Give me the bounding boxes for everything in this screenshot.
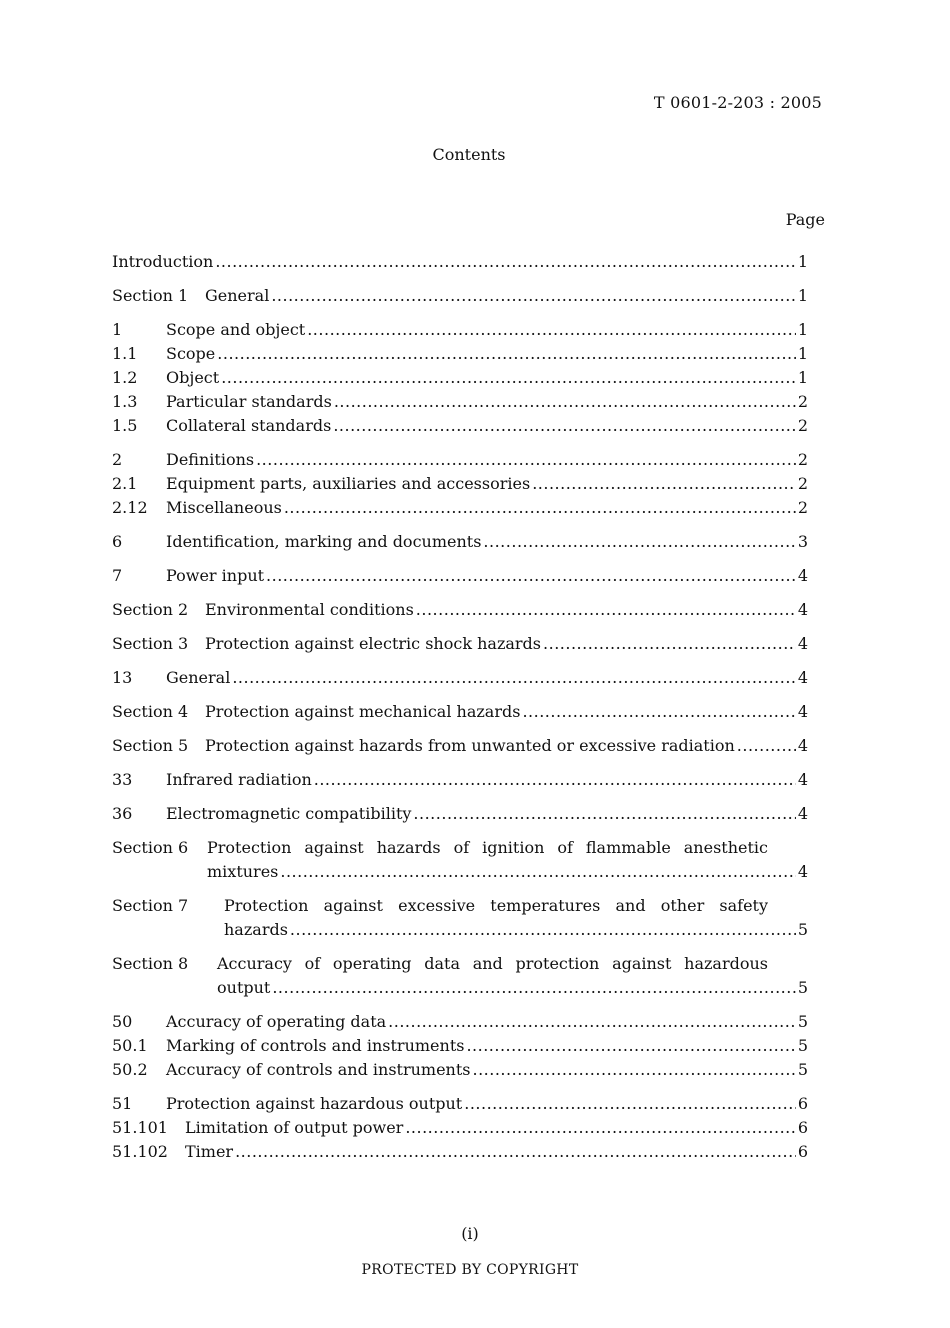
- toc-entry[interactable]: [112, 860, 808, 884]
- toc-entry[interactable]: [112, 472, 808, 496]
- toc-entry-page: 4: [797, 600, 808, 619]
- toc-entry-page: 1: [797, 368, 808, 387]
- toc-entry[interactable]: [112, 598, 808, 622]
- toc-entry-title: Environmental conditions: [205, 600, 414, 619]
- toc-group: [112, 448, 808, 520]
- toc-entry-number: Section 4: [112, 702, 189, 721]
- toc-entry-number: Section 2: [112, 600, 189, 619]
- dot-leader: [284, 496, 796, 520]
- toc-entry-page: 2: [797, 392, 808, 411]
- toc-entry[interactable]: [112, 836, 808, 860]
- page-title: Contents: [432, 145, 506, 164]
- toc-group: [112, 530, 808, 554]
- toc-entry-number: 51.102: [112, 1142, 168, 1161]
- toc-entry-page: 4: [797, 668, 808, 687]
- toc-entry-page: 1: [797, 286, 808, 305]
- toc-entry[interactable]: [112, 1058, 808, 1082]
- toc-entry[interactable]: [112, 530, 808, 554]
- toc-entry[interactable]: [112, 1116, 808, 1140]
- toc-entry-number: 51.101: [112, 1118, 168, 1137]
- toc-entry-title: Protection against excessive temperatures and other safety: [224, 896, 768, 915]
- toc-entry[interactable]: [112, 1034, 808, 1058]
- toc-entry[interactable]: [112, 414, 808, 438]
- toc-entry-title: Identification, marking and documents: [166, 532, 482, 551]
- dot-leader: [416, 598, 796, 622]
- toc-group: [112, 284, 808, 308]
- toc-entry-page: 5: [797, 1060, 808, 1079]
- dot-leader: [266, 564, 796, 588]
- dot-leader: [221, 366, 796, 390]
- toc-entry-number: Section 5: [112, 736, 189, 755]
- toc-entry-page: 5: [797, 978, 808, 997]
- dot-leader: [215, 250, 795, 274]
- toc-entry-number: Section 1: [112, 286, 189, 305]
- toc-entry[interactable]: [112, 1140, 808, 1164]
- toc-group: [112, 318, 808, 438]
- dot-leader: [483, 530, 795, 554]
- toc-entry[interactable]: [112, 390, 808, 414]
- toc-entry-number: 2.1: [112, 474, 138, 493]
- toc-entry-page: 5: [797, 1036, 808, 1055]
- toc-entry-number: 1.1: [112, 344, 138, 363]
- toc-entry[interactable]: [112, 952, 808, 976]
- toc-group: [112, 802, 808, 826]
- toc-entry-title: Equipment parts, auxiliaries and accessories: [166, 474, 531, 493]
- toc-entry-number: 1.2: [112, 368, 138, 387]
- toc-entry-page: 2: [797, 416, 808, 435]
- toc-entry-page: 2: [797, 498, 808, 517]
- toc-entry[interactable]: [112, 250, 808, 274]
- toc-group: [112, 700, 808, 724]
- dot-leader: [217, 342, 796, 366]
- toc-entry-title: Accuracy of operating data and protection against hazardous: [217, 954, 768, 973]
- toc-entry-page: 4: [797, 634, 808, 653]
- toc-group: [112, 250, 808, 274]
- toc-group: [112, 734, 808, 758]
- toc-entry-title: Accuracy of controls and instruments: [166, 1060, 471, 1079]
- toc-entry-number: 36: [112, 804, 133, 823]
- toc-entry-page: 2: [797, 474, 808, 493]
- dot-leader: [271, 284, 795, 308]
- toc-entry[interactable]: [112, 366, 808, 390]
- toc-entry-page: 6: [797, 1142, 808, 1161]
- toc-entry-title: General: [166, 668, 231, 687]
- toc-group: [112, 894, 808, 942]
- toc-entry[interactable]: [112, 734, 808, 758]
- toc-entry-title: Particular standards: [166, 392, 332, 411]
- toc-entry-page: 6: [797, 1118, 808, 1137]
- toc-entry-title: Protection against hazards from unwanted or excessive radiation: [205, 736, 735, 755]
- toc-entry-page: 4: [797, 770, 808, 789]
- toc-group: [112, 1010, 808, 1082]
- toc-entry-number: 1: [112, 320, 123, 339]
- toc-entry[interactable]: [112, 1092, 808, 1116]
- toc-entry-number: 50.1: [112, 1036, 148, 1055]
- toc-entry-title: Protection against hazardous output: [166, 1094, 463, 1113]
- toc-entry-title: General: [205, 286, 270, 305]
- toc-group: [112, 1092, 808, 1164]
- toc-entry[interactable]: [112, 318, 808, 342]
- toc-entry[interactable]: [112, 700, 808, 724]
- toc-entry-number: 7: [112, 566, 123, 585]
- toc-entry[interactable]: [112, 894, 808, 918]
- toc-entry-title: Power input: [166, 566, 265, 585]
- toc-entry[interactable]: [112, 666, 808, 690]
- toc-group: [112, 768, 808, 792]
- toc-entry-page: 1: [797, 252, 808, 271]
- toc-entry-number: 2.12: [112, 498, 148, 517]
- toc-entry-title: Miscellaneous: [166, 498, 282, 517]
- toc-entry-number: 51: [112, 1094, 133, 1113]
- dot-leader: [466, 1034, 795, 1058]
- toc-entry-page: 6: [797, 1094, 808, 1113]
- dot-leader: [314, 768, 796, 792]
- toc-entry-page: 3: [797, 532, 808, 551]
- toc-entry-title: Scope: [166, 344, 216, 363]
- toc-entry-title: Marking of controls and instruments: [166, 1036, 465, 1055]
- dot-leader: [272, 976, 795, 1000]
- toc-entry-title: Collateral standards: [166, 416, 332, 435]
- toc-entry-title: Accuracy of operating data: [166, 1012, 387, 1031]
- toc-group: [112, 598, 808, 622]
- toc-entry-number: 2: [112, 450, 123, 469]
- toc-group: [112, 666, 808, 690]
- toc-entry-page: 4: [797, 736, 808, 755]
- toc-entry-number: Section 7: [112, 896, 189, 915]
- toc-entry-title: Definitions: [166, 450, 255, 469]
- toc-entry[interactable]: [112, 802, 808, 826]
- toc-entry-title: hazards: [224, 920, 288, 939]
- toc-entry[interactable]: [112, 496, 808, 520]
- toc-entry-title: Infrared radiation: [166, 770, 312, 789]
- toc-entry-title: mixtures: [207, 862, 279, 881]
- toc-entry[interactable]: [112, 976, 808, 1000]
- page-column-label: Page: [785, 210, 825, 229]
- toc-entry[interactable]: [112, 1010, 808, 1034]
- toc-entry-page: 4: [797, 804, 808, 823]
- toc-entry-number: 13: [112, 668, 133, 687]
- dot-leader: [464, 1092, 796, 1116]
- dot-leader: [737, 734, 796, 758]
- dot-leader: [388, 1010, 796, 1034]
- toc-entry-title: Introduction: [112, 252, 214, 271]
- toc-entry-title: Protection against electric shock hazards: [205, 634, 542, 653]
- toc-entry[interactable]: [112, 564, 808, 588]
- toc-entry-page: 4: [797, 702, 808, 721]
- dot-leader: [232, 666, 795, 690]
- dot-leader: [307, 318, 796, 342]
- toc-entry[interactable]: [112, 768, 808, 792]
- toc-entry-number: 6: [112, 532, 123, 551]
- dot-leader: [405, 1116, 795, 1140]
- toc-group: [112, 632, 808, 656]
- toc-entry-title: Object: [166, 368, 220, 387]
- table-of-contents: [112, 250, 808, 1174]
- toc-entry[interactable]: [112, 448, 808, 472]
- toc-entry-page: 5: [797, 920, 808, 939]
- dot-leader: [532, 472, 796, 496]
- toc-entry-page: 1: [797, 320, 808, 339]
- toc-entry-page: 1: [797, 344, 808, 363]
- toc-entry-number: 33: [112, 770, 133, 789]
- dot-leader: [543, 632, 796, 656]
- dot-leader: [333, 414, 796, 438]
- toc-entry-page: 2: [797, 450, 808, 469]
- toc-group: [112, 564, 808, 588]
- dot-leader: [473, 1058, 796, 1082]
- toc-group: [112, 836, 808, 884]
- footer-page-number: (i): [461, 1224, 479, 1243]
- dot-leader: [413, 802, 795, 826]
- toc-entry-title: Timer: [185, 1142, 234, 1161]
- toc-entry-page: 4: [797, 862, 808, 881]
- toc-entry-number: 1.5: [112, 416, 138, 435]
- dot-leader: [290, 918, 796, 942]
- toc-entry-number: Section 6: [112, 838, 189, 857]
- toc-entry-title: Protection against mechanical hazards: [205, 702, 521, 721]
- dot-leader: [235, 1140, 796, 1164]
- toc-entry[interactable]: [112, 632, 808, 656]
- toc-entry[interactable]: [112, 284, 808, 308]
- dot-leader: [522, 700, 795, 724]
- dot-leader: [334, 390, 796, 414]
- toc-entry-number: 50: [112, 1012, 133, 1031]
- toc-entry[interactable]: [112, 918, 808, 942]
- toc-group: [112, 952, 808, 1000]
- toc-entry-number: Section 8: [112, 954, 189, 973]
- toc-entry-title: Protection against hazards of ignition of flammable anesthetic: [207, 838, 768, 857]
- toc-entry[interactable]: [112, 342, 808, 366]
- toc-entry-page: 4: [797, 566, 808, 585]
- toc-entry-number: 1.3: [112, 392, 138, 411]
- toc-entry-title: Electromagnetic compatibility: [166, 804, 412, 823]
- toc-entry-title: Scope and object: [166, 320, 306, 339]
- dot-leader: [256, 448, 796, 472]
- toc-entry-number: 50.2: [112, 1060, 148, 1079]
- toc-entry-title: Limitation of output power: [185, 1118, 404, 1137]
- dot-leader: [280, 860, 795, 884]
- copyright-notice: PROTECTED BY COPYRIGHT: [361, 1262, 579, 1278]
- toc-entry-title: output: [217, 978, 271, 997]
- toc-entry-page: 5: [797, 1012, 808, 1031]
- document-id: T 0601-2-203 : 2005: [653, 93, 822, 112]
- toc-entry-number: Section 3: [112, 634, 189, 653]
